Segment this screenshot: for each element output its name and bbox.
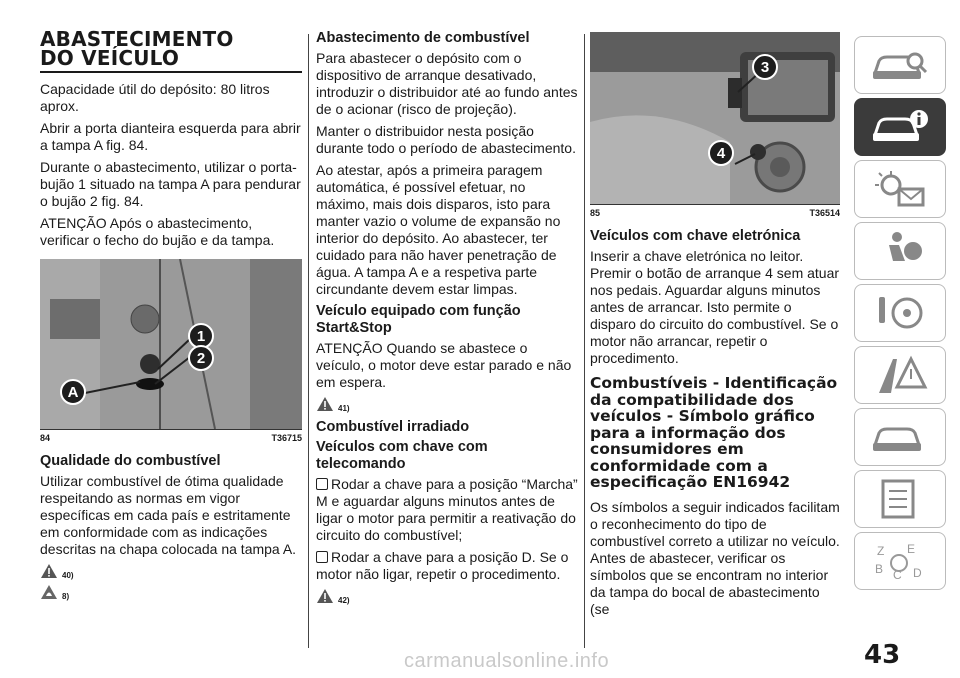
paragraph: Abrir a porta dianteira esquerda para abrir a tampa A fig. 84. [40,120,301,153]
tab-warning-lights[interactable] [854,160,946,218]
section-title: ABASTECIMENTO DO VEÍCULO [40,27,234,70]
airbag-seat-icon [869,229,931,273]
environment-icon [40,584,58,600]
fuel-flap-illustration [40,259,302,429]
chapter-tabs [854,36,946,594]
car-tools-icon [869,415,931,459]
paragraph: Para abastecer o depósito com o dispositivo de arranque desativado, introduzir o distribuidor até ao fundo antes de o acionar (risco de projeção). [316,50,578,117]
section-title: Combustíveis - Identificação da compatibilidade dos veículos - Símbolo gráfico para a informação dos consumidores em conformidade com a especificação EN16942 [590,374,838,491]
tab-technical-data[interactable] [854,470,946,528]
callout-a: A [60,379,86,405]
heading: Veículo equipado com função Start&Stop [316,303,521,336]
paragraph: Os símbolos a seguir indicados facilitam o reconhecimento do tipo de combustível correto a utilizar no veículo. Antes de abastecer, verificar os símbolos que se encontram no interior da tampa do bocal de abastecimento (se [590,498,840,617]
road-warning-icon [869,353,931,397]
bullet-item: Rodar a chave para a posição D. Se o motor não ligar, repetir o procedimento. [316,549,569,582]
figure-caption: 85 T36514 [590,208,840,218]
tab-vehicle-info[interactable] [854,98,946,156]
heading: Veículos com chave com telecomando [316,439,488,472]
car-info-icon [869,105,931,149]
key-steering-icon [869,291,931,335]
paragraph: ATENÇÃO Após o abastecimento, verificar o fecho do bujão e da tampa. [40,215,275,248]
heading: Combustível irradiado [316,419,470,435]
figure-84 [40,259,302,430]
tab-safety[interactable] [854,222,946,280]
bullet-item: Rodar a chave para a posição “Marcha” M e aguardar alguns minutos antes de ligar o motor para permitir a reativação do circuito do combustível; [316,476,578,543]
warning-triangle-icon [316,396,334,412]
heading: Qualidade do combustível [40,453,221,469]
dashboard-illustration [590,32,840,204]
title-rule [40,71,302,73]
checklist-icon [869,477,931,521]
warning-triangle-icon [40,563,58,579]
column-1 [40,27,302,605]
warning-ref[interactable]: 41) [316,396,578,413]
column-3 [590,32,840,623]
tab-index[interactable] [854,532,946,590]
warning-lights-icon [869,167,931,211]
paragraph: Utilizar combustível de ótima qualidade respeitando as normas em vigor específicas em cada país e estritamente em conformidade com as indicações descritas na chapa colocada na tampa A. [40,473,297,557]
bullet-icon [316,478,328,490]
figure-caption: 84 T36715 [40,433,302,443]
svg-text:E: E [907,542,916,556]
watermark: carmanualsonline.info [404,650,610,672]
column-divider [308,34,309,648]
warning-triangle-icon [316,588,334,604]
heading: Abastecimento de combustível [316,30,530,46]
paragraph: Inserir a chave eletrónica no leitor. Premir o botão de arranque 4 sem atuar nos pedais. Aguardar alguns minutos antes de arrancar. Isto permite o disparo do circuito do combustível. Se o motor não arrancar, repetir o procedimento. [590,248,840,366]
paragraph: Manter o distribuidor nesta posição durante todo o período de abastecimento. [316,123,576,156]
callout-4: 4 [708,140,734,166]
car-search-icon [869,43,931,87]
environment-ref[interactable]: 8) [40,584,302,601]
svg-text:C: C [893,568,902,582]
paragraph: Capacidade útil do depósito: 80 litros aprox. [40,81,270,114]
index-letters-icon [869,539,931,583]
heading: Veículos com chave eletrónica [590,228,801,244]
svg-text:D: D [913,566,922,580]
figure-85 [590,32,840,205]
svg-text:Z: Z [877,544,885,558]
tab-maintenance[interactable] [854,408,946,466]
paragraph: Durante o abastecimento, utilizar o porta-bujão 1 situado na tampa A para pendurar o bujão 2 fig. 84. [40,159,301,209]
svg-text:B: B [875,562,884,576]
tab-starting-driving[interactable] [854,284,946,342]
callout-1: 1 [188,323,214,349]
bullet-icon [316,551,328,563]
paragraph: Ao atestar, após a primeira paragem automática, é possível efetuar, no máximo, mais dois disparos, isto para manter vazio o volume de expansão no interior do depósito. Ao abastecer, ter cuidado para não haver penetração de água. A tampa A e a respetiva parte circundante devem estar limpas. [316,162,561,297]
column-2 [316,30,578,609]
warning-ref[interactable]: 42) [316,588,578,605]
warning-ref[interactable]: 40) [40,563,302,580]
column-divider [584,34,585,648]
page-number: 43 [864,640,901,670]
paragraph: ATENÇÃO Quando se abastece o veículo, o motor deve estar parado e não em espera. [316,340,572,390]
tab-knowing-vehicle[interactable] [854,36,946,94]
callout-3: 3 [752,54,778,80]
callout-2: 2 [188,345,214,371]
tab-emergency[interactable] [854,346,946,404]
